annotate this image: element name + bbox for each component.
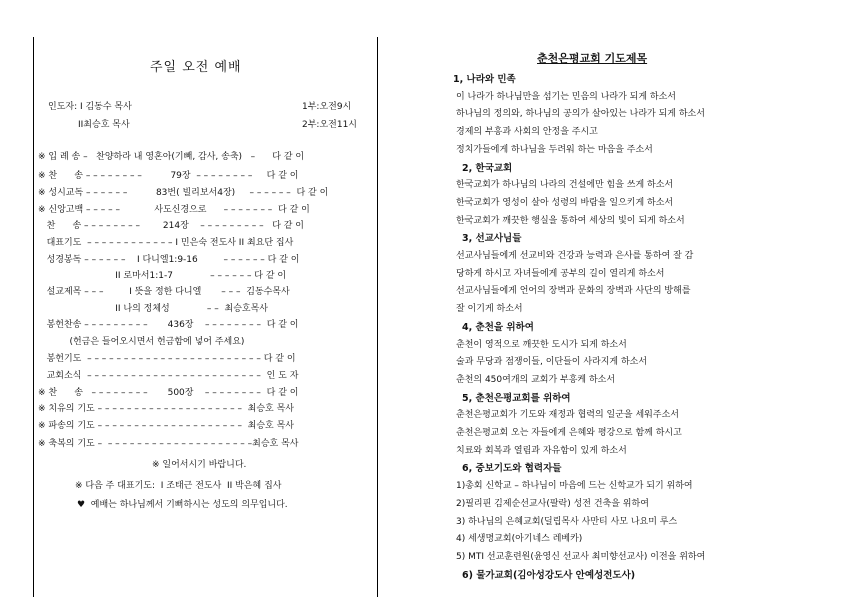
worship-title: 주일 오전 예배 [150,60,242,75]
prayer-item: 춘천이 영적으로 깨끗한 도시가 되게 하소서 [456,340,627,350]
prayer-section-heading: 4, 춘천을 위하여 [462,322,534,333]
prayer-item: 이 나라가 하나님만을 섬기는 민음의 나라가 되게 하소서 [456,92,676,102]
worship-order-row: (헌금은 들어오시면서 헌금함에 넣어 주세요) [38,337,245,347]
leader-second: II최승호 목사 [78,120,130,130]
worship-order-row: ※ 축복의 기도 – – – – – – – – – – – – – – – – – – – – –최승호 목사 [38,439,299,449]
worship-duty-note: ♥ 예배는 하나님께서 기뻐하시는 성도의 의무입니다. [77,500,288,510]
prayer-section-heading: 5, 춘천은평교회를 위하여 [462,393,571,404]
worship-order-row: 봉헌찬송 – – – – – – – – – 436장 – – – – – – – – 다 같 이 [38,320,299,330]
prayer-item: 술과 무당과 점쟁이들, 이단들이 사라지게 하소서 [456,357,648,367]
prayer-section-heading: 2, 한국교회 [462,163,513,174]
worship-order-row: 설교제목 – – – I 뜻을 정한 다니엘 – – – 김동수목사 [38,287,290,297]
worship-order-row: ※ 찬 송 – – – – – – – – 500장 – – – – – – – – 다 같 이 [38,388,299,398]
service-second-time: 2부:오전11시 [302,120,357,130]
prayer-item: 한국교회가 깨끗한 행실을 통하여 세상의 빛이 되게 하소서 [456,216,685,226]
stand-notice: ※ 일어서시기 바랍니다. [152,460,247,470]
service-first-time: 1부:오전9시 [302,102,352,112]
prayer-item: 한국교회가 하나님의 나라의 건설에만 힘을 쓰게 하소서 [456,180,674,190]
worship-order-row: II 로마서1:1-7 – – – – – – 다 같 이 [38,271,287,281]
worship-order-row: 봉헌기도 – – – – – – – – – – – – – – – – – – – – – – – – 다 같 이 [38,354,296,364]
prayer-item: 춘천은평교회가 기도와 재정과 협력의 일군을 세워주소서 [456,410,679,420]
worship-order-row: ※ 파송의 기도 – – – – – – – – – – – – – – – – – – – – 최승호 목사 [38,421,295,431]
worship-order-row: 성경봉독 – – – – – – I 다니엘1:9-16 – – – – – – 다 같 이 [38,255,300,265]
worship-order-row: ※ 치유의 기도 – – – – – – – – – – – – – – – – – – – – 최승호 목사 [38,404,295,414]
prayer-item: 4) 세생명교회(아기네스 레베카) [456,534,583,544]
leader-first: 인도자: I 김동수 목사 [48,102,132,112]
prayer-item: 선교사님들에게 언어의 장벽과 문화의 장벽과 사단의 방해를 [456,286,691,296]
prayer-item: 정치가들에게 하나님을 두려워 하는 마음을 주소서 [456,145,653,155]
worship-order-row: 교회소식 – – – – – – – – – – – – – – – – – – – – – – – – 인 도 자 [38,371,299,381]
prayer-section-heading: 1, 나라와 민족 [453,74,516,85]
prayer-topics-title: 춘천은평교회 기도제목 [537,52,648,65]
worship-order-row: ※ 입 례 송 – 찬양하라 내 영혼아(기빼, 감사, 송축) – 다 같 이 [38,152,305,162]
prayer-section-heading: 3, 선교사님들 [462,233,522,244]
next-week-prayer: ※ 다음 주 대표기도: I 조태근 전도사 II 박은혜 집사 [75,481,282,491]
prayer-item: 3) 하나님의 은혜교회(딜립목사 사만티 사모 나요미 루스 [456,517,678,527]
left-margin-rule [33,37,34,597]
worship-order-row: ※ 신앙고백 – – – – – 사도신경으로 – – – – – – – 다 같 이 [38,205,310,215]
prayer-item: 1)총회 신학교 – 하나님이 마음에 드는 신학교가 되기 위하여 [456,481,693,491]
prayer-item: 춘천은평교회 오는 자들에게 은혜와 평강으로 함께 하시고 [456,428,682,438]
prayer-item: 경제의 부흥과 사회의 안정을 주시고 [456,127,598,137]
prayer-item: 춘천의 450여개의 교회가 부흥케 하소서 [456,375,616,385]
worship-order-row: 찬 송 – – – – – – – – 214장 – – – – – – – – – 다 같 이 [38,221,304,231]
worship-order-row: II 나의 정체성 – – 최승호목사 [38,304,268,314]
prayer-section-heading: 6, 중보기도와 협력자들 [462,463,562,474]
prayer-section-heading: 6) 물가교회(김아성강도사 안예성전도사) [462,570,636,581]
prayer-item: 치료와 회복과 열림과 자유함이 있게 하소서 [456,446,627,456]
prayer-item: 2)필리핀 김제순선교사(팔락) 성전 건축을 위하여 [456,499,649,509]
worship-order-row: 대표기도 – – – – – – – – – – – – I 민은숙 전도사 II 최요단 집사 [38,238,294,248]
prayer-item: 하나님의 정의와, 하나님의 공의가 살아있는 나라가 되게 하소서 [456,109,705,119]
prayer-item: 한국교회가 영성이 살아 성령의 바람을 일으키게 하소서 [456,198,674,208]
prayer-item: 선교사님들에게 선교비와 건강과 능력과 은사를 통하여 잘 감 [456,251,694,261]
prayer-item: 5) MTI 선교훈련원(윤영신 선교사 최미향선교사) 이전을 위하여 [456,552,706,562]
center-divider-rule [377,37,378,597]
worship-order-row: ※ 성시교독 – – – – – – 83번( 빌리보서4장) – – – – – – 다 같 이 [38,188,329,198]
prayer-item: 잘 이기게 하소서 [456,304,523,314]
worship-order-row: ※ 찬 송 – – – – – – – – 79장 – – – – – – – – 다 같 이 [38,171,299,181]
prayer-item: 당하게 하시고 자녀들에게 공부의 길이 열리게 하소서 [456,269,665,279]
